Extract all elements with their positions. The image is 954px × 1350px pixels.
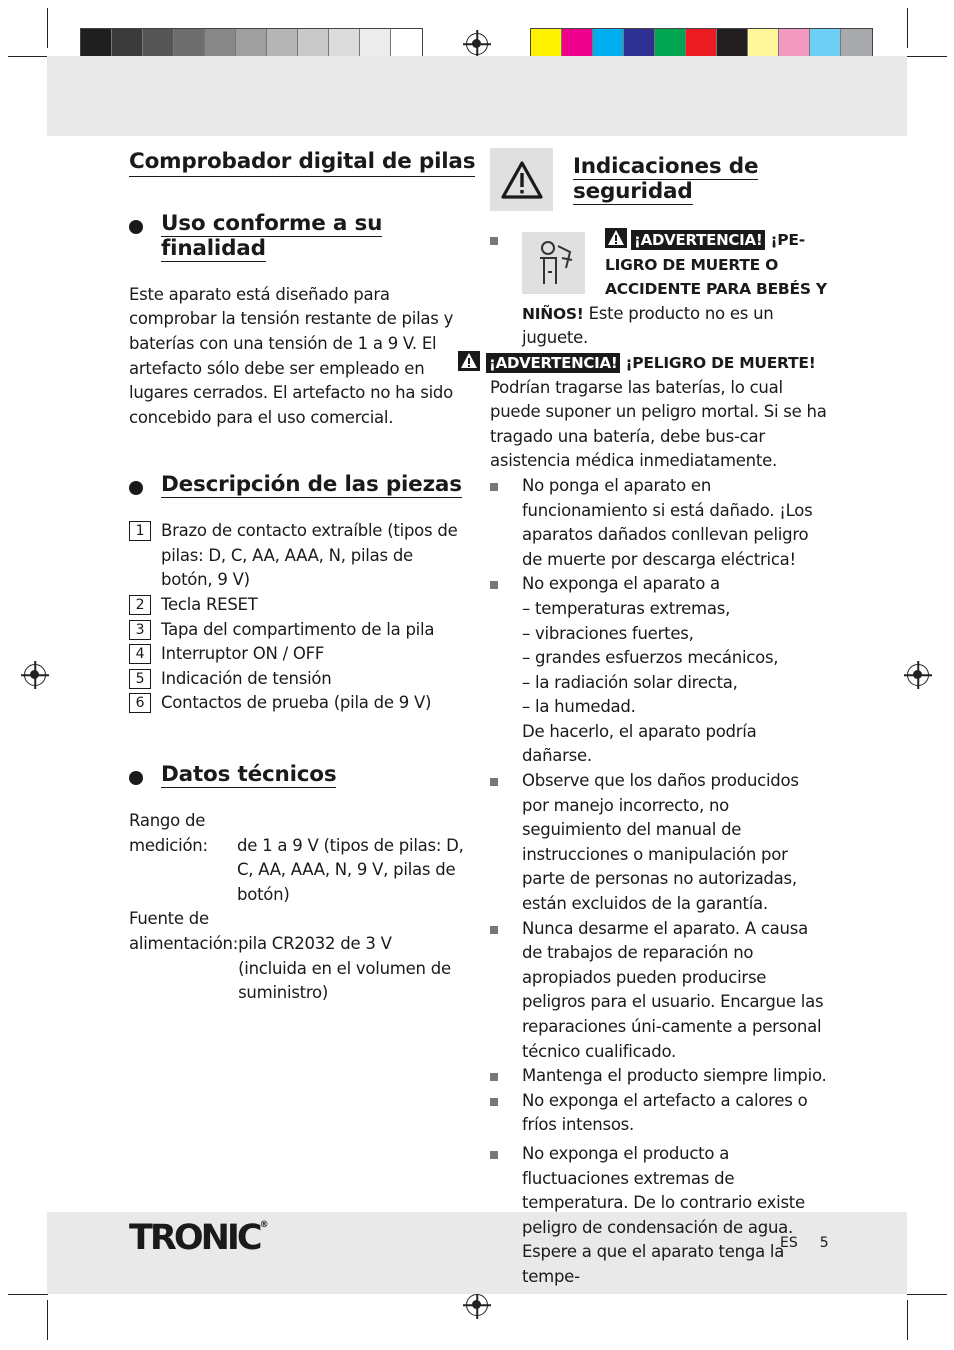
crop-mark [907, 56, 947, 57]
warning-label: ¡ADVERTENCIA! [486, 353, 620, 373]
warning-icon [605, 228, 627, 248]
crop-mark [8, 1294, 48, 1295]
header-band [47, 56, 907, 136]
warning-icon [458, 351, 480, 371]
list-item: ¡ADVERTENCIA! ¡PELIGRO DE MUERTE! Podrían tragarse las baterías, lo cual puede suponer un peligro mortal. Si se ha tragado una batería, debe bus-car asistencia médica inmediatamente. [458, 351, 830, 474]
registration-mark-icon [466, 33, 488, 55]
bullet-icon [129, 220, 143, 234]
list-item: 1 Brazo de contacto extraíble (tipos de pilas: D, C, AA, AAA, N, pilas de botón, 9 V) [129, 519, 464, 593]
section-heading: Datos técnicos [161, 762, 337, 788]
parts-list [129, 519, 464, 716]
list-item: Mantenga el producto siempre limpio. [490, 1064, 830, 1089]
color-swatch [593, 29, 624, 59]
section-uso [129, 211, 464, 261]
list-item: No ponga el aparato en funcionamiento si está dañado. ¡Los aparatos dañados conllevan peligro de muerte por descarga eléctrica! [490, 474, 830, 572]
color-swatch [717, 29, 748, 59]
color-swatch [562, 29, 593, 59]
crop-mark [8, 56, 48, 57]
crop-mark [907, 8, 908, 48]
list-item: No exponga el artefacto a calores o fríos intensos. [490, 1089, 830, 1138]
color-swatch [391, 29, 422, 59]
safety-heading: Indicaciones de seguridad [573, 154, 759, 204]
color-swatch [205, 29, 236, 59]
crop-mark [907, 1300, 908, 1340]
tech-data: Rango de medición: de 1 a 9 V (tipos de pilas: D, C, AA, AAA, N, 9 V, pilas de botón) Fuente de alimentación: pila CR2032 de 3 V (incluida en el volumen de suministro) [129, 811, 464, 1003]
color-swatch [655, 29, 686, 59]
color-swatch [779, 29, 810, 59]
list-item: No exponga el producto a fluctuaciones extremas de temperatura. De lo contrario existe peligro de condensación de agua. Espere a que el aparato tenga la tempe- [490, 1142, 830, 1290]
color-swatch [748, 29, 779, 59]
list-item: 6 Contactos de prueba (pila de 9 V) [129, 691, 464, 716]
crop-mark [907, 1294, 947, 1295]
list-item: Observe que los daños producidos por manejo incorrecto, no seguimiento del manual de instrucciones o manipulación por parte de personas no autorizadas, están excluidos de la garantía. [490, 769, 830, 917]
section-piezas [129, 472, 464, 497]
list-item: 3 Tapa del compartimento de la pila [129, 618, 464, 643]
section-heading: Descripción de las piezas [161, 472, 462, 498]
crop-mark [47, 1300, 48, 1340]
bullet-icon [129, 481, 143, 495]
color-swatch [810, 29, 841, 59]
color-swatch [298, 29, 329, 59]
registration-mark-icon [24, 664, 46, 686]
page-title: Comprobador digital de pilas [129, 150, 475, 177]
color-swatch [531, 29, 562, 59]
page-footer [780, 1235, 829, 1251]
color-swatch [236, 29, 267, 59]
color-swatch [360, 29, 391, 59]
color-swatch [624, 29, 655, 59]
color-swatch [841, 29, 872, 59]
brand-logo: TRONIC® [129, 1218, 269, 1258]
list-item: 5 Indicación de tensión [129, 667, 464, 692]
child-warning-icon [522, 232, 585, 294]
crop-mark [47, 8, 48, 48]
color-swatch [267, 29, 298, 59]
page-number: 5 [819, 1235, 829, 1251]
warning-triangle-icon [490, 148, 553, 211]
safety-list [490, 228, 830, 1290]
left-column [129, 149, 476, 1006]
uso-text: Este aparato está diseñado para comprobar la tensión restante de pilas y baterías con una tensión de 1 a 9 V. El artefacto sólo debe ser empleado en lugares cerrados. El artefacto no ha sido concebido para el uso comercial. [129, 284, 454, 427]
section-datos [129, 762, 464, 787]
list-item: ¡ADVERTENCIA! ¡PE-LIGRO DE MUERTE O ACCIDENTE PARA BEBÉS Y NIÑOS! Este producto no es un juguete. [490, 228, 830, 351]
list-item: 2 Tecla RESET [129, 593, 464, 618]
right-column [490, 148, 830, 1290]
color-swatch [112, 29, 143, 59]
registration-mark-icon [466, 1294, 488, 1316]
warning-label: ¡ADVERTENCIA! [631, 230, 765, 250]
section-heading: Uso conforme a su finalidad [161, 210, 383, 261]
list-item: No exponga el aparato a – temperaturas extremas, – vibraciones fuertes, – grandes esfuerzos mecánicos, – la radiación solar directa, – la humedad. De hacerlo, el aparato podría dañarse. [490, 572, 830, 769]
color-swatch [329, 29, 360, 59]
color-swatch [81, 29, 112, 59]
bullet-icon [129, 771, 143, 785]
registration-mark-icon [907, 664, 929, 686]
color-swatch [686, 29, 717, 59]
color-swatch [174, 29, 205, 59]
list-item: Nunca desarme el aparato. A causa de trabajos de reparación no apropiados pueden producirse peligros para el usuario. Encargue las reparaciones úni-camente a personal técnico cualificado. [490, 917, 830, 1065]
language-code: ES [780, 1235, 798, 1251]
list-item: 4 Interruptor ON / OFF [129, 642, 464, 667]
color-swatch [143, 29, 174, 59]
